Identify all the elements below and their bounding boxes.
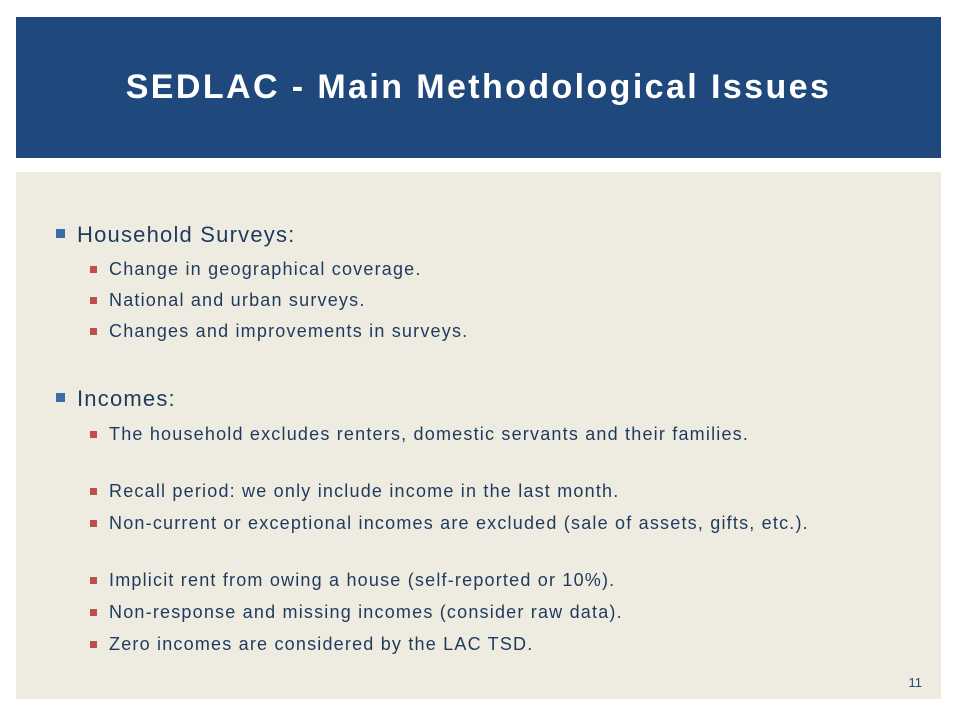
section-heading-text: Household Surveys:: [77, 222, 296, 247]
list-item-text: Non-current or exceptional incomes are excluded (sale of assets, gifts, etc.).: [109, 513, 809, 533]
list-item: [90, 479, 880, 503]
square-bullet-icon: [56, 229, 65, 238]
list-item: [90, 257, 880, 281]
slide-title: SEDLAC - Main Methodological Issues: [125, 68, 832, 106]
square-bullet-icon: [90, 297, 97, 304]
list-item-text: Recall period: we only include income in the last month.: [109, 481, 620, 501]
square-bullet-icon: [90, 641, 97, 648]
square-bullet-icon: [90, 328, 97, 335]
square-bullet-icon: [56, 393, 65, 402]
page-number: 11: [908, 675, 922, 690]
square-bullet-icon: [90, 577, 97, 584]
square-bullet-icon: [90, 609, 97, 616]
content-panel: [16, 172, 941, 699]
square-bullet-icon: [90, 488, 97, 495]
section-heading-text: Incomes:: [77, 386, 176, 411]
square-bullet-icon: [90, 520, 97, 527]
list-item: [90, 511, 880, 535]
list-item-text: The household excludes renters, domestic servants and their families.: [109, 424, 750, 444]
section-heading-incomes: [56, 386, 176, 412]
square-bullet-icon: [90, 431, 97, 438]
list-item-text: Implicit rent from owing a house (self-reported or 10%).: [109, 570, 616, 590]
list-item: [90, 568, 880, 592]
list-item-text: Non-response and missing incomes (consider raw data).: [109, 602, 623, 622]
title-bar: [16, 17, 941, 158]
list-item: [90, 288, 880, 312]
list-item-text: Change in geographical coverage.: [109, 259, 422, 279]
section-heading-household-surveys: [56, 222, 295, 248]
list-item: [90, 422, 880, 446]
list-item: [90, 600, 880, 624]
list-item-text: National and urban surveys.: [109, 290, 366, 310]
square-bullet-icon: [90, 266, 97, 273]
list-item: [90, 319, 880, 343]
list-item-text: Zero incomes are considered by the LAC TSD.: [109, 634, 534, 654]
list-item: [90, 632, 880, 656]
list-item-text: Changes and improvements in surveys.: [109, 321, 469, 341]
